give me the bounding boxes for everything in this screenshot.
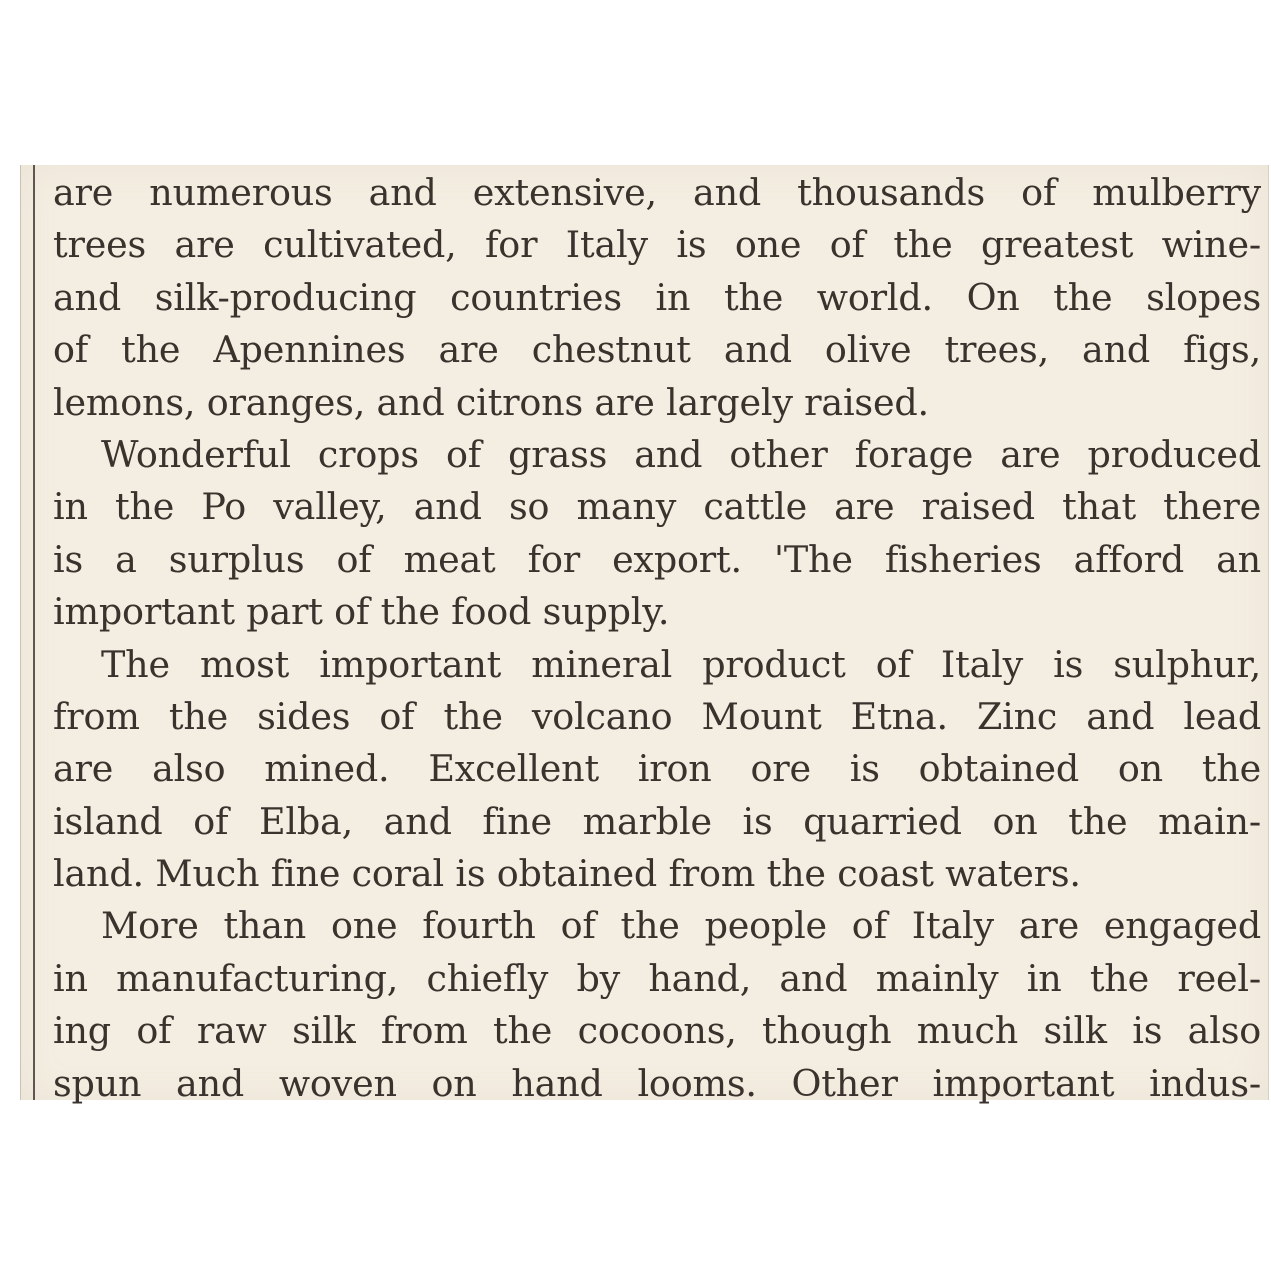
text-line: are numerous and extensive, and thousands of mulberry <box>53 171 1261 214</box>
text-line: from the sides of the volcano Mount Etna. Zinc and lead <box>53 694 1261 738</box>
text-line: Wonderful crops of grass and other forage are produced <box>101 432 1261 476</box>
text-line: More than one fourth of the people of Italy are engaged <box>101 904 1261 948</box>
text-line: and silk-producing countries in the world. On the slopes <box>53 275 1261 319</box>
text-line: ing of raw silk from the cocoons, though much silk is also <box>53 1009 1261 1053</box>
paragraph-4 <box>53 900 1261 1110</box>
text-line: lemons, oranges, and citrons are largely raised. <box>53 380 929 424</box>
text-line: in the Po valley, and so many cattle are raised that there <box>53 485 1261 529</box>
paragraph-2 <box>53 429 1261 639</box>
article-text <box>53 167 1261 1110</box>
text-line: is a surplus of meat for export. 'The fisheries afford an <box>53 537 1261 581</box>
text-line: land. Much fine coral is obtained from the coast waters. <box>53 852 1081 896</box>
column-rule-divider <box>33 165 35 1100</box>
text-line: The most important mineral product of Italy is sulphur, <box>101 642 1261 686</box>
text-line: in manufacturing, chiefly by hand, and mainly in the reel- <box>53 956 1261 1000</box>
text-line: spun and woven on hand looms. Other important indus- <box>53 1061 1261 1105</box>
paragraph-1 <box>53 167 1261 429</box>
text-line: of the Apennines are chestnut and olive trees, and figs, <box>53 328 1261 372</box>
text-line: are also mined. Excellent iron ore is obtained on the <box>53 747 1261 791</box>
paragraph-3 <box>53 639 1261 901</box>
text-line: island of Elba, and fine marble is quarried on the main- <box>53 799 1261 843</box>
text-line: trees are cultivated, for Italy is one of the greatest wine- <box>53 223 1261 267</box>
newspaper-clipping <box>20 165 1269 1105</box>
text-line: important part of the food supply. <box>53 590 670 634</box>
